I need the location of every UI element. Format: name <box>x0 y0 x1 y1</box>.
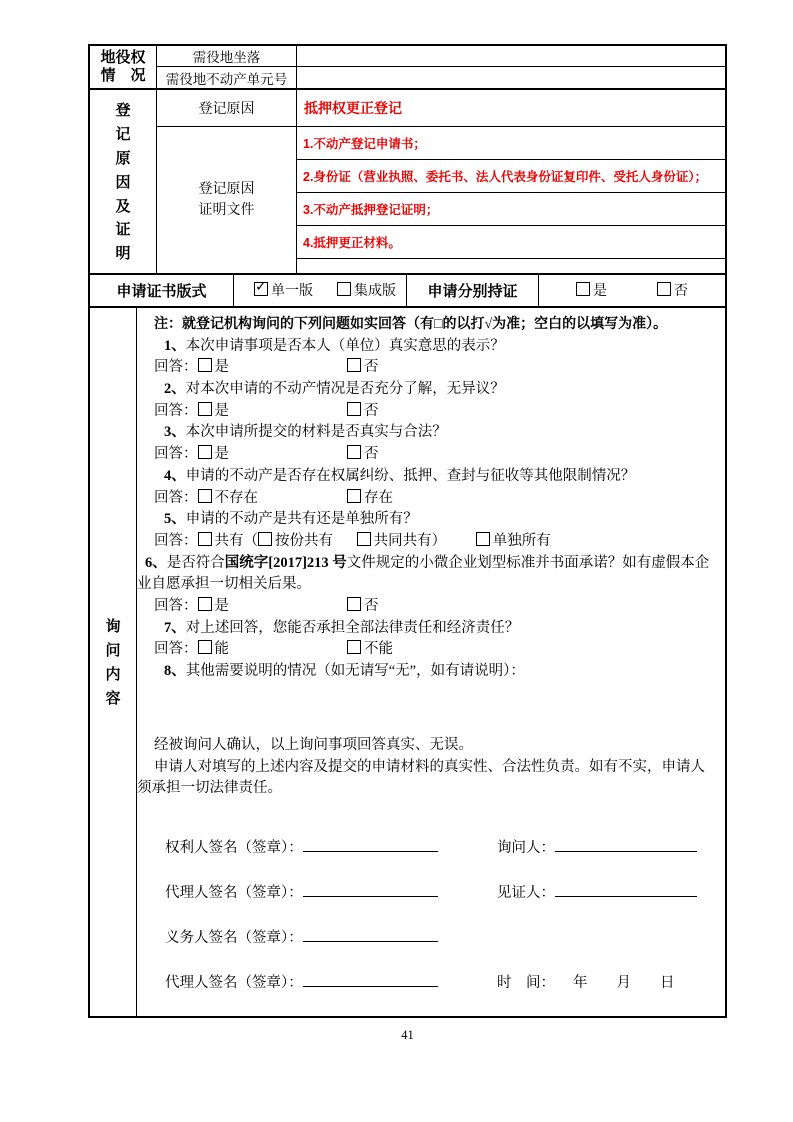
inquiry-section-label <box>90 308 137 1016</box>
rights-holder-signature-label: 权利人签名（签章）： <box>165 840 303 856</box>
answer-2 <box>154 401 725 423</box>
signature-row-2 <box>165 881 725 926</box>
answer-prefix: 回答： <box>154 446 198 463</box>
question-2 <box>164 379 725 401</box>
question-1 <box>164 336 725 358</box>
question-8-text: 其他需要说明的情况（如无请写“无”，如有请说明）： <box>185 663 525 680</box>
question-3-text: 本次申请所提交的材料是否真实与合法？ <box>185 424 447 441</box>
answer-5-shared-label: 共有（ <box>214 532 258 549</box>
question-1-text: 本次申请事项是否本人（单位）真实意思的表示？ <box>185 337 505 354</box>
confirmation-statement-2: 申请人对填写的上述内容及提交的申请材料的真实性、合法性负责。如有不实，申请人须承担一切法律责任。 <box>137 758 705 797</box>
answer-prefix: 回答： <box>154 641 198 658</box>
question-4-number: 4、 <box>164 467 186 484</box>
inquirer-group <box>497 836 697 857</box>
checkbox-q7-can-icon[interactable] <box>198 640 212 654</box>
servient-land-unit-number-label: 需役地不动产单元号 <box>157 67 297 87</box>
answer-6 <box>154 596 725 618</box>
easement-section <box>90 46 725 90</box>
proof-doc-item-empty[interactable] <box>297 259 725 273</box>
answer-6-yes[interactable] <box>198 598 230 614</box>
question-6-number: 6、 <box>145 554 167 571</box>
answer-1-yes[interactable] <box>198 359 230 375</box>
answer-5-joint[interactable] <box>357 533 447 549</box>
answer-prefix: 回答： <box>154 489 198 506</box>
answer-2-yes[interactable] <box>198 403 230 419</box>
checkbox-q4-notexist-icon[interactable] <box>198 489 212 503</box>
answer-2-no-label: 否 <box>364 402 379 419</box>
easement-label-line1: 地役权 <box>100 49 146 66</box>
servient-land-location-label: 需役地坐落 <box>157 46 297 66</box>
checkbox-q3-no-icon[interactable] <box>347 445 361 459</box>
option-integrated-version-label: 集成版 <box>354 284 396 300</box>
question-6-text-post: 文件规定的小微企业划型标准并书面承诺？如有虚假本企业自愿承担一切相关后果。 <box>137 554 710 593</box>
confirmation-statement-1: 经被询问人确认，以上询问事项回答真实、无误。 <box>154 736 473 753</box>
question-5 <box>164 509 725 531</box>
answer-4 <box>154 488 725 510</box>
side-label-char: 明 <box>115 246 131 263</box>
question-4-text: 申请的不动产是否存在权属纠纷、抵押、查封与征收等其他限制情况？ <box>185 467 636 484</box>
answer-prefix: 回答： <box>154 598 198 615</box>
checkbox-q7-cannot-icon[interactable] <box>347 640 361 654</box>
proof-doc-item-1[interactable]: 1.不动产登记申请书； <box>297 127 725 160</box>
question-8-number: 8、 <box>164 663 186 680</box>
easement-section-label <box>90 46 157 88</box>
question-3-number: 3、 <box>164 424 186 441</box>
separate-certificate-options <box>539 275 725 306</box>
checkbox-q1-yes-icon[interactable] <box>198 358 212 372</box>
side-label-char: 容 <box>105 691 121 708</box>
registration-reason-value[interactable]: 抵押权更正登记 <box>304 99 402 116</box>
spacer <box>137 800 725 836</box>
inquirer-signature-line[interactable] <box>555 838 697 852</box>
side-label-char: 记 <box>115 127 131 144</box>
certificate-format-options <box>234 275 407 306</box>
proof-doc-item-4[interactable]: 4.抵押更正材料。 <box>297 226 725 259</box>
checkbox-separate-yes-icon[interactable] <box>576 282 590 296</box>
answer-3-no-label: 否 <box>364 446 379 463</box>
answer-5-byshare-label: 按份共有 <box>275 532 333 549</box>
answer-7-cannot-label: 不能 <box>364 641 393 658</box>
answer-5-joint-label: 共同共有） <box>373 532 447 549</box>
proof-documents-label <box>157 127 297 273</box>
registration-reason-label: 登记原因 <box>157 90 297 126</box>
obligor-signature-line[interactable] <box>303 928 438 942</box>
side-label-char: 及 <box>115 198 131 215</box>
answer-7-can-label: 能 <box>214 641 229 658</box>
signature-row-3 <box>165 926 725 971</box>
answer-5 <box>154 531 725 553</box>
question-7-text: 对上述回答，您能否承担全部法律责任和经济责任？ <box>185 619 520 636</box>
rights-holder-signature-line[interactable] <box>303 838 438 852</box>
checkbox-q5-shared-icon[interactable] <box>198 532 212 546</box>
witness-group <box>497 881 697 902</box>
blank-answer-space[interactable] <box>137 683 725 735</box>
time-units-year-month-day[interactable]: 年 月 日 <box>573 975 675 991</box>
proof-documents-label-line1: 登记原因 <box>198 181 255 197</box>
question-6-doc-reference: 国统字[2017]213 号 <box>224 554 347 571</box>
option-single-version[interactable] <box>254 280 313 300</box>
answer-4-exist-label: 存在 <box>364 489 393 506</box>
question-3 <box>164 422 725 444</box>
obligor-signature-label: 义务人签名（签章）： <box>165 930 303 946</box>
side-label-char: 询 <box>105 619 121 636</box>
answer-6-no[interactable] <box>347 596 379 618</box>
page-number: 41 <box>401 1028 414 1042</box>
time-group <box>497 971 675 992</box>
answer-prefix: 回答： <box>154 359 198 376</box>
easement-label-line2: 情 况 <box>100 67 146 84</box>
answer-5-byshare[interactable] <box>258 533 333 549</box>
table-row <box>157 90 725 127</box>
agent2-signature-label: 代理人签名（签章）： <box>165 975 303 991</box>
answer-5-sole-label: 单独所有 <box>492 532 551 549</box>
registration-section-label <box>90 90 157 273</box>
table-row <box>157 46 725 67</box>
side-label-char: 原 <box>115 150 131 167</box>
question-1-number: 1、 <box>164 337 186 354</box>
question-6 <box>137 553 725 596</box>
option-separate-yes[interactable] <box>576 280 607 300</box>
answer-4-notexist[interactable] <box>198 490 259 506</box>
side-label-char: 问 <box>105 643 121 660</box>
question-5-number: 5、 <box>164 511 186 528</box>
answer-2-yes-label: 是 <box>214 402 229 419</box>
servient-land-unit-number-field[interactable] <box>297 67 725 87</box>
checkbox-q5-sole-icon[interactable] <box>476 532 490 546</box>
question-4 <box>164 466 725 488</box>
side-label-char: 证 <box>115 222 131 239</box>
witness-label: 见证人： <box>497 885 555 901</box>
side-label-char: 登 <box>115 103 131 120</box>
checkbox-q2-no-icon[interactable] <box>347 402 361 416</box>
answer-3-no[interactable] <box>347 444 379 466</box>
answer-3 <box>154 444 725 466</box>
answer-7-cannot[interactable] <box>347 639 393 661</box>
option-separate-yes-label: 是 <box>593 284 607 300</box>
answer-1 <box>154 357 725 379</box>
proof-documents-label-line2: 证明文件 <box>198 202 255 218</box>
answer-1-yes-label: 是 <box>214 359 229 376</box>
answer-1-no-label: 否 <box>364 359 379 376</box>
option-separate-no[interactable] <box>657 280 688 300</box>
registration-reason-section <box>90 90 725 275</box>
answer-7 <box>154 639 725 661</box>
witness-signature-line[interactable] <box>555 883 697 897</box>
answer-5-sole[interactable] <box>476 533 551 549</box>
time-label: 时 间： <box>497 975 555 991</box>
checkbox-separate-no-icon[interactable] <box>657 282 671 296</box>
separate-certificate-label: 申请分别持证 <box>407 275 539 306</box>
certificate-format-row <box>90 275 725 308</box>
proof-doc-item-2[interactable]: 2.身份证（营业执照、委托书、法人代表身份证复印件、受托人身份证）； <box>297 160 725 193</box>
answer-prefix: 回答： <box>154 532 198 549</box>
certificate-format-label: 申请证书版式 <box>90 275 234 306</box>
agent2-signature-line[interactable] <box>303 973 438 987</box>
table-row <box>157 67 725 87</box>
signature-row-1 <box>165 836 725 881</box>
question-2-text: 对本次申请的不动产情况是否充分了解，无异议？ <box>185 381 505 398</box>
checkbox-integrated-version-icon[interactable] <box>337 282 351 296</box>
checkbox-single-version-icon[interactable] <box>254 282 268 296</box>
servient-land-location-field[interactable] <box>297 46 725 66</box>
inquiry-section <box>90 308 725 1016</box>
answer-3-yes[interactable] <box>198 446 230 462</box>
answer-6-yes-label: 是 <box>214 598 229 615</box>
answer-4-notexist-label: 不存在 <box>214 489 258 506</box>
question-2-number: 2、 <box>164 381 186 398</box>
answer-6-no-label: 否 <box>364 598 379 615</box>
checkbox-q5-byshare-icon[interactable] <box>258 532 272 546</box>
side-label-char: 内 <box>105 667 121 684</box>
agent-signature-label: 代理人签名（签章）： <box>165 885 303 901</box>
answer-prefix: 回答： <box>154 402 198 419</box>
checkbox-q6-yes-icon[interactable] <box>198 597 212 611</box>
inquirer-label: 询问人： <box>497 840 555 856</box>
question-8 <box>164 661 725 683</box>
agent-signature-line[interactable] <box>303 883 438 897</box>
proof-doc-item-3[interactable]: 3.不动产抵押登记证明； <box>297 193 725 226</box>
option-single-version-label: 单一版 <box>271 284 313 300</box>
side-label-char: 因 <box>115 174 131 191</box>
question-7 <box>164 618 725 640</box>
checkbox-q6-no-icon[interactable] <box>347 597 361 611</box>
signature-row-4 <box>165 971 725 1016</box>
option-integrated-version[interactable] <box>337 280 396 300</box>
answer-3-yes-label: 是 <box>214 446 229 463</box>
answer-2-no[interactable] <box>347 401 379 423</box>
answer-1-no[interactable] <box>347 357 379 379</box>
checkbox-q3-yes-icon[interactable] <box>198 445 212 459</box>
question-6-text-pre: 是否符合 <box>166 554 225 571</box>
checkbox-q2-yes-icon[interactable] <box>198 402 212 416</box>
registration-form-table <box>88 44 727 1018</box>
answer-4-exist[interactable] <box>347 488 393 510</box>
checkbox-q1-no-icon[interactable] <box>347 358 361 372</box>
answer-5-shared[interactable] <box>198 533 259 549</box>
question-5-text: 申请的不动产是共有还是单独所有？ <box>185 511 418 528</box>
inquiry-content <box>137 308 725 1016</box>
inquiry-note: 注：就登记机构询问的下列问题如实回答（有□的以打√为准；空白的以填写为准）。 <box>154 316 668 332</box>
option-separate-no-label: 否 <box>674 284 688 300</box>
answer-7-can[interactable] <box>198 641 230 657</box>
question-7-number: 7、 <box>164 619 186 636</box>
checkbox-q5-joint-icon[interactable] <box>357 532 371 546</box>
checkbox-q4-exist-icon[interactable] <box>347 489 361 503</box>
